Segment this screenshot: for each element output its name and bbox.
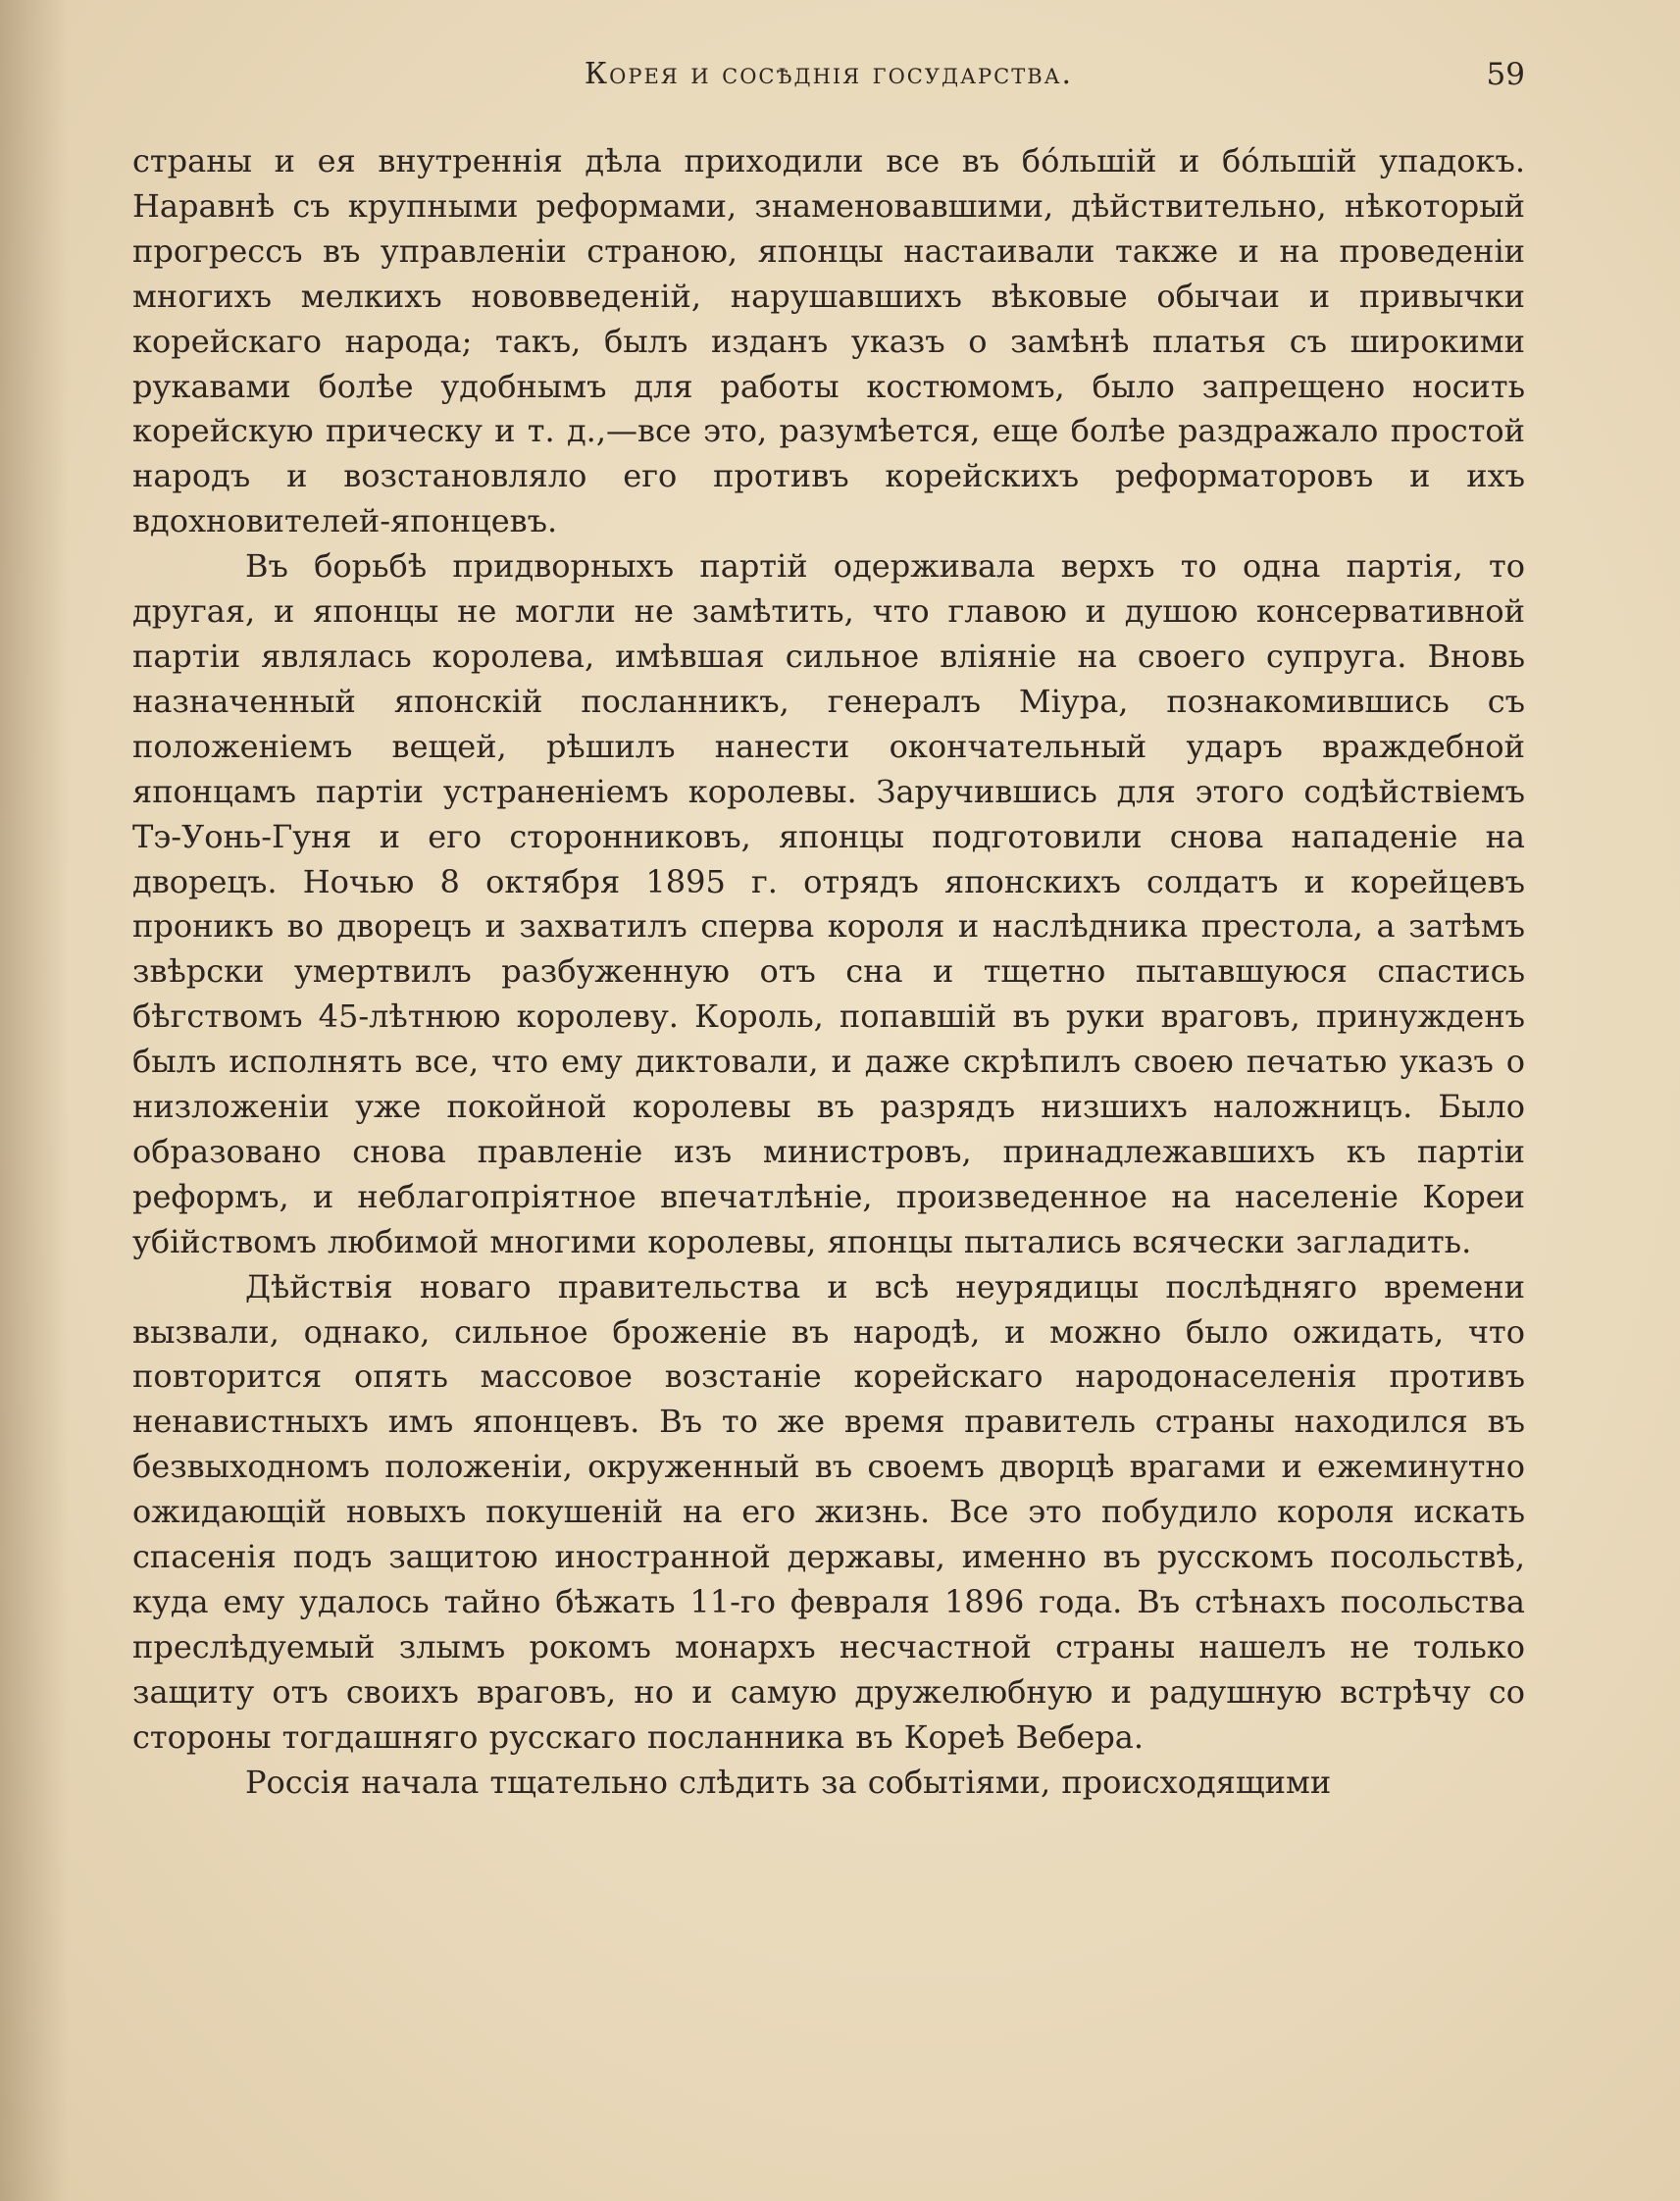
paragraph-3: Дѣйствія новаго правительства и всѣ неурядицы послѣдняго времени вызвали, однако, сильное броженіе въ народѣ, и можно было ожидать, что повторится опять массовое возстаніе корейскаго народонаселенія противъ ненавистныхъ имъ японцевъ. Въ то же время правитель страны находился въ безвыходномъ положеніи, окруженный въ своемъ дворцѣ врагами и ежеминутно ожидающій новыхъ покушеній на его жизнь. Все это побудило короля искать спасенія подъ защитою иностранной державы, именно въ русскомъ посольствѣ, куда ему удалось тайно бѣжать 11-го февраля 1896 года. Въ стѣнахъ посольства преслѣдуемый злымъ рокомъ монархъ несчастной страны нашелъ не только защиту отъ своихъ враговъ, но и самую дружелюбную и радушную встрѣчу со стороны тогдашняго русскаго посланника въ Кореѣ Вебера. <box>132 1267 1525 1756</box>
paragraph-1: страны и ея внутреннія дѣла приходили все въ бо́льшій и бо́льшій упадокъ. Наравнѣ съ крупными реформами, знаменовавшими, дѣйствительно, нѣкоторый прогрессъ въ управленіи страною, японцы настаивали также и на проведеніи многихъ мелкихъ нововведеній, нарушавшихъ вѣковые обычаи и привычки корейскаго народа; такъ, былъ изданъ указъ о замѣнѣ платья съ широкими рукавами болѣе удобнымъ для работы костюмомъ, было запрещено носить корейскую прическу и т. д.,—все это, разумѣется, еще болѣе раздражало простой народъ и возстановляло его противъ корейскихъ реформаторовъ и ихъ вдохновителей-японцевъ. <box>132 142 1525 540</box>
page-header <box>132 57 1525 106</box>
paragraph-2: Въ борьбѣ придворныхъ партій одерживала верхъ то одна партія, то другая, и японцы не могли не замѣтить, что главою и душою консервативной партіи являлась королева, имѣвшая сильное вліяніе на своего супруга. Вновь назначенный японскій посланникъ, генералъ Міура, познакомившись съ положеніемъ вещей, рѣшилъ нанести окончательный ударъ враждебной японцамъ партіи устраненіемъ королевы. Заручившись для этого содѣйствіемъ Тэ-Уонь-Гуня и его сторонниковъ, японцы подготовили снова нападеніе на дворецъ. Ночью 8 октября 1895 г. отрядъ японскихъ солдатъ и корейцевъ проникъ во дворецъ и захватилъ сперва короля и наслѣдника престола, а затѣмъ звѣрски умертвилъ разбуженную отъ сна и тщетно пытавшуюся спастись бѣгствомъ 45-лѣтнюю королеву. Король, попавшій въ руки враговъ, принужденъ былъ исполнять все, что ему диктовали, и даже скрѣпилъ своею печатью указъ о низложеніи уже покойной королевы въ разрядъ низшихъ наложницъ. Было образовано снова правленіе изъ министровъ, принадлежавшихъ къ партіи реформъ, и неблагопріятное впечатлѣніе, произведенное на населеніе Кореи убійствомъ любимой многими королевы, японцы пытались всячески загладить. <box>132 547 1525 1260</box>
body-text <box>132 139 1525 1806</box>
paragraph-4: Россія начала тщательно слѣдить за событіями, происходящими <box>245 1763 1332 1801</box>
page-number: 59 <box>1486 57 1525 92</box>
spine-shadow <box>0 0 69 2201</box>
running-head: Корея и сосѣднія государства. <box>584 57 1074 91</box>
